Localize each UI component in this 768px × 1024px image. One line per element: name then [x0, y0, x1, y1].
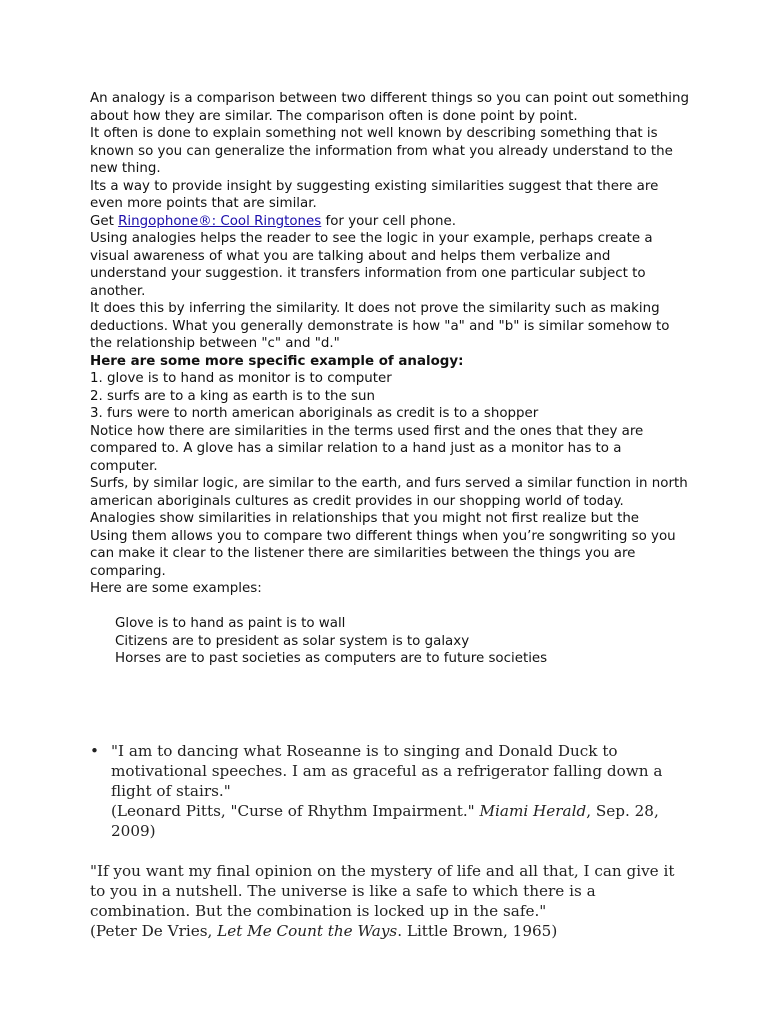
paragraph-surfs: Surfs, by similar logic, are similar to the earth, and furs served a similar function in north american aboriginals cultures as credit provides in our shopping world of today.	[90, 476, 688, 509]
paragraph-notice: Notice how there are similarities in the terms used first and the ones that they are compared to. A glove has a similar relation to a hand just as a monitor has to a computer.	[90, 423, 644, 474]
paragraph-insight: Its a way to provide insight by suggesting existing similarities suggest that there are even more points that are similar.	[90, 178, 659, 211]
paragraph-purpose: It often is done to explain something not well known by describing something that is known so you can generalize the information from what you already understand to the new thing.	[90, 126, 673, 176]
example-item: Horses are to past societies as computers are to future societies	[115, 651, 548, 666]
paragraph-definition: An analogy is a comparison between two different things so you can point out something about how they are similar. The comparison often is done point by point.	[90, 91, 689, 124]
examples-intro: Here are some examples:	[90, 581, 262, 596]
quote-text: "I am to dancing what Roseanne is to singing and Donald Duck to motivational speeches. I am as graceful as a refrigerator falling down a flight of stairs."	[111, 742, 663, 800]
ringtones-link[interactable]: Ringophone®: Cool Ringtones	[118, 213, 322, 229]
example-item: Citizens are to president as solar system is to galaxy	[115, 633, 470, 649]
citation-prefix: (Peter De Vries,	[90, 922, 218, 940]
example-item: Glove is to hand as paint is to wall	[115, 616, 346, 631]
ad-line	[90, 213, 690, 231]
examples-heading: Here are some more specific example of analogy:	[90, 353, 464, 369]
spacer	[90, 598, 690, 616]
quote-de-vries	[90, 861, 690, 941]
citation	[90, 921, 690, 941]
paragraph-songwriting: Using them allows you to compare two different things when you’re songwriting so you can make it clear to the listener there are similarities between the things you are comparing.	[90, 528, 676, 579]
quote-pitts	[90, 741, 690, 841]
bullet-icon: •	[90, 742, 99, 760]
quote-text: "If you want my final opinion on the mystery of life and all that, I can give it to you in a nutshell. The universe is like a safe to which there is a combination. But the combination is locked up in the safe."	[90, 862, 675, 920]
ad-suffix: for your cell phone.	[321, 213, 457, 229]
paragraph-using: Using analogies helps the reader to see the logic in your example, perhaps create a visual awareness of what you are talking about and helps them verbalize and understand your suggestion. it transfers information from one particular subject to another.	[90, 231, 653, 299]
article-body	[90, 90, 690, 668]
citation-prefix: (Leonard Pitts, "Curse of Rhythm Impairment."	[111, 802, 480, 820]
paragraph-inferring: It does this by inferring the similarity. It does not prove the similarity such as making deductions. What you generally demonstrate is how "a" and "b" is similar somehow to the relationship between "c" and "d."	[90, 301, 670, 351]
citation-suffix: , Sep. 28, 2009)	[111, 802, 659, 840]
citation-source: Let Me Count the Ways	[217, 922, 398, 940]
quote-list	[90, 741, 690, 841]
numbered-item: 3. furs were to north american aboriginals as credit is to a shopper	[90, 406, 539, 421]
paragraph-relationships: Analogies show similarities in relationships that you might not first realize but the	[90, 511, 640, 526]
numbered-item: 1. glove is to hand as monitor is to computer	[90, 371, 392, 386]
ad-prefix: Get	[90, 213, 119, 229]
quotes-section	[90, 741, 690, 941]
numbered-item: 2. surfs are to a king as earth is to the sun	[90, 388, 375, 404]
citation-source: Miami Herald	[479, 802, 587, 820]
citation-suffix: . Little Brown, 1965)	[397, 922, 558, 940]
